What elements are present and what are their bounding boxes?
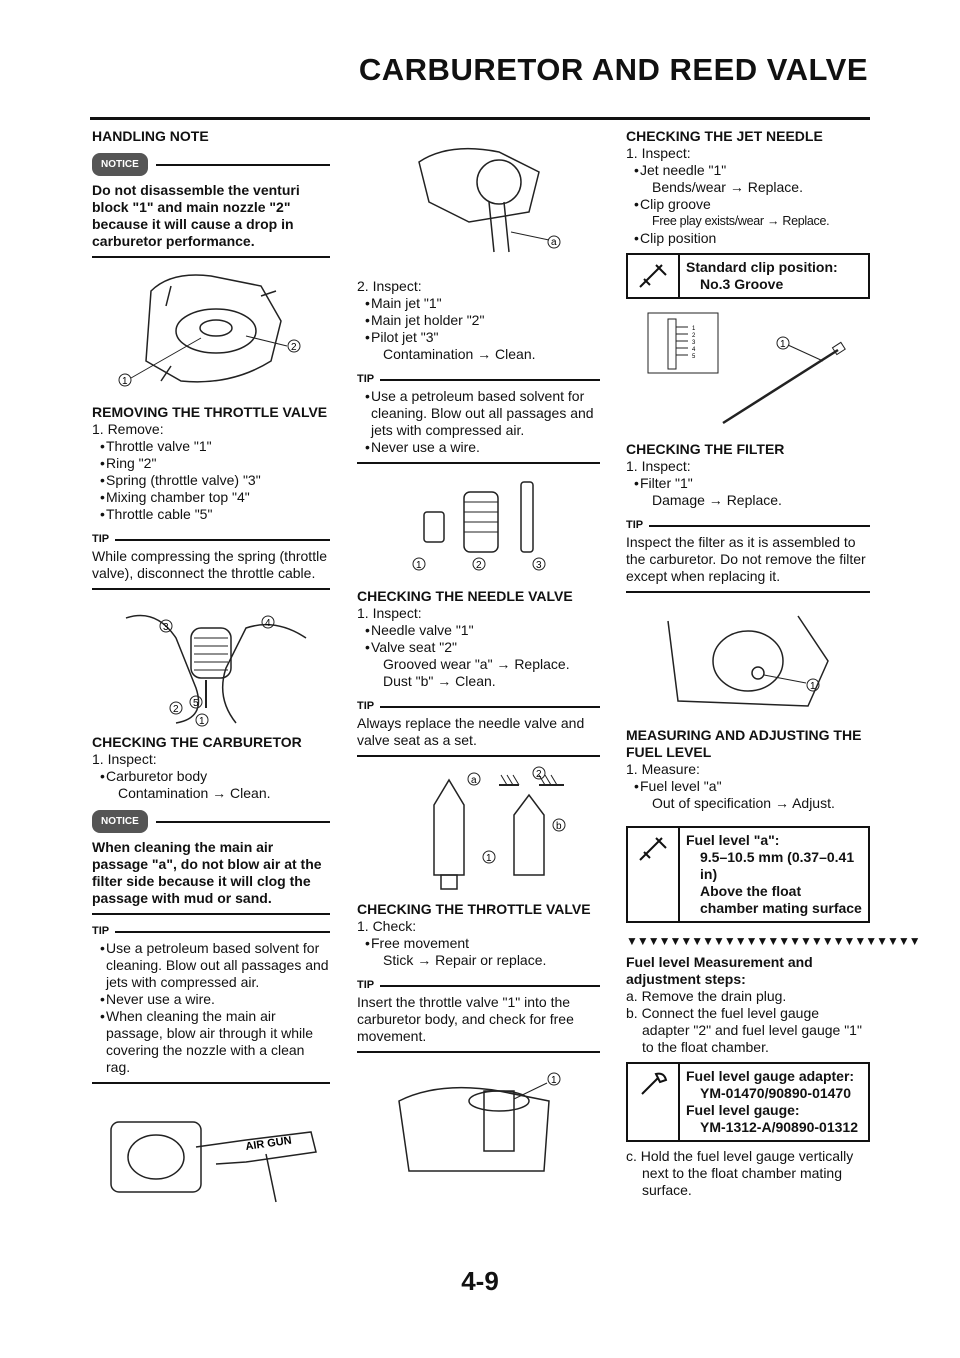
tip-end-rule	[357, 1051, 600, 1053]
tip-line	[649, 525, 870, 527]
tip-text-1: While compressing the spring (throttle valve), disconnect the throttle cable.	[92, 548, 327, 581]
throttle-valve-heading: CHECKING THE THROTTLE VALVE	[357, 901, 591, 917]
air-gun-text: AIR GUN	[244, 1134, 293, 1153]
column-left	[92, 128, 330, 1218]
removing-item: • Throttle valve "1"	[92, 438, 330, 455]
fig1-label-1: 1	[122, 376, 128, 387]
notice-line	[156, 164, 330, 166]
needle-result-2: Dust "b" → Clean.	[383, 673, 496, 689]
tip-label: TIP	[92, 533, 110, 545]
filter-heading: CHECKING THE FILTER	[626, 441, 785, 457]
fuel-step-a: a. Remove the drain plug.	[626, 988, 787, 1004]
fuel-step: 1. Measure:	[626, 761, 700, 777]
tip-label: TIP	[92, 925, 110, 937]
needle-valve-heading: CHECKING THE NEEDLE VALVE	[357, 588, 573, 604]
needle-fig-label-a: a	[470, 775, 477, 786]
filter-step: 1. Inspect:	[626, 458, 691, 474]
tip-line	[115, 539, 330, 541]
throttle-item: • Free movement	[357, 935, 600, 952]
throttle-result: Stick → Repair or replace.	[383, 952, 547, 968]
needle-tip: Always replace the needle valve and valve seat as a set.	[357, 715, 585, 748]
tip-item: • When cleaning the main air passage, blow air through it while covering the nozzle with a clean rag.	[92, 1008, 330, 1076]
notice-header-1	[92, 153, 330, 176]
spec1-line2: No.3 Groove	[700, 276, 784, 292]
spec3-line2: YM-01470/90890-01470	[700, 1085, 852, 1101]
needle-fig-label-2: 2	[535, 769, 542, 780]
notice-end-rule	[92, 256, 330, 258]
removing-step: 1. Remove:	[92, 421, 164, 437]
checking-carb-result: Contamination → Clean.	[118, 785, 271, 801]
column-right	[626, 128, 920, 1199]
tip-end-rule	[357, 755, 600, 757]
fig1-label-2: 2	[291, 342, 297, 353]
groove-label: 2	[692, 333, 696, 339]
page-number: 4-9	[461, 1266, 499, 1296]
fuel-step-c: c. Hold the fuel level gauge vertically next to the float chamber mating surface.	[626, 1148, 854, 1198]
fuel-steps-heading: Fuel level Measurement and adjustment steps:	[626, 954, 813, 987]
venturi-figure	[111, 266, 311, 396]
notice-line	[156, 821, 330, 823]
fuel-level-heading: MEASURING AND ADJUSTING THE FUEL LEVEL	[626, 727, 862, 760]
tip-label: TIP	[357, 979, 375, 991]
fig2-label-3: 3	[163, 622, 169, 633]
needle-fig-label-b: b	[555, 821, 562, 832]
title-rule	[90, 117, 870, 120]
tip-item: • Never use a wire.	[92, 991, 330, 1008]
jet-needle-heading: CHECKING THE JET NEEDLE	[626, 128, 823, 144]
checking-carb-step: 1. Inspect:	[92, 751, 157, 767]
notice-header-2	[92, 810, 330, 833]
tip-item: • Use a petroleum based solvent for cleaning. Blow out all passages and jets with compressed air.	[92, 940, 330, 991]
column-middle	[357, 128, 600, 1187]
tip-end-rule	[357, 462, 600, 464]
throttle-valve-figure	[379, 1061, 579, 1181]
fig2-label-2: 2	[173, 704, 179, 715]
jet-needle-step: 1. Inspect:	[626, 145, 691, 161]
jet-item: • Main jet "1"	[357, 295, 600, 312]
needle-result-1: Grooved wear "a" → Replace.	[383, 656, 570, 672]
removing-item: • Ring "2"	[92, 455, 330, 472]
tip-end-rule	[92, 1082, 330, 1084]
tip-label: TIP	[357, 373, 375, 385]
jet-needle-result: Bends/wear → Replace.	[652, 179, 803, 195]
notice-text-2: When cleaning the main air passage "a", do not blow air at the filter side because it will clog the passage with mud or sand.	[92, 839, 322, 906]
jet-needle-item: • Jet needle "1"	[626, 162, 870, 179]
tip-label: TIP	[357, 700, 375, 712]
checking-carburetor-heading: CHECKING THE CARBURETOR	[92, 734, 302, 750]
tip-item: • Never use a wire.	[357, 439, 600, 456]
spec-box-gauge	[626, 1062, 870, 1142]
clip-groove-item: • Clip groove	[626, 196, 870, 213]
caliper-icon	[628, 255, 680, 297]
notice-text-1: Do not disassemble the venturi block "1" and main nozzle "2" because it will cause a drop in carburetor performance.	[92, 182, 300, 249]
needle-step: 1. Inspect:	[357, 605, 422, 621]
jets-label-1: 1	[415, 560, 422, 571]
tip-line	[380, 379, 600, 381]
tip-header-1	[92, 531, 330, 548]
notice-badge: NOTICE	[92, 810, 148, 833]
tip-header-4	[357, 698, 600, 715]
jet-item: • Main jet holder "2"	[357, 312, 600, 329]
notice-end-rule	[92, 913, 330, 915]
spec-box-fuel-level	[626, 826, 870, 923]
procedure-start-marker: ▼▼▼▼▼▼▼▼▼▼▼▼▼▼▼▼▼▼▼▼▼▼▼▼▼▼▼	[626, 934, 920, 948]
tip-header-5	[357, 977, 600, 994]
inspect-jets-step: 2. Inspect:	[357, 278, 422, 294]
filter-item: • Filter "1"	[626, 475, 870, 492]
checking-carb-item: • Carburetor body	[92, 768, 330, 785]
spec2-line1: Fuel level "a":	[686, 832, 780, 848]
fig2-label-5: 5	[193, 698, 199, 709]
needle-item: • Needle valve "1"	[357, 622, 600, 639]
jet-needle-figure	[638, 305, 858, 435]
needle-item: • Valve seat "2"	[357, 639, 600, 656]
needle-valve-figure	[389, 765, 569, 895]
clip-groove-result: Free play exists/wear → Replace.	[652, 214, 830, 228]
tip-header-2	[92, 923, 330, 940]
throttle-tip: Insert the throttle valve "1" into the carburetor body, and check for free movement.	[357, 994, 574, 1044]
spec2-line3: Above the float chamber mating surface	[700, 883, 862, 916]
jets-figure	[389, 472, 569, 582]
jet-needle-label-1: 1	[780, 339, 786, 350]
removing-throttle-heading: REMOVING THE THROTTLE VALVE	[92, 404, 328, 420]
spec3-line4: YM-1312-A/90890-01312	[700, 1119, 858, 1135]
jet-result: Contamination → Clean.	[383, 346, 536, 362]
needle-fig-label-1: 1	[485, 853, 492, 864]
caliper-icon	[628, 828, 680, 921]
tip-item: • Use a petroleum based solvent for cleaning. Blow out all passages and jets with compressed air.	[357, 388, 600, 439]
groove-label: 3	[692, 340, 696, 346]
wrench-icon	[628, 1064, 680, 1140]
removing-item: • Spring (throttle valve) "3"	[92, 472, 330, 489]
tip-header-3	[357, 371, 600, 388]
spec-box-clip	[626, 253, 870, 299]
jets-label-2: 2	[475, 560, 482, 571]
filter-result: Damage → Replace.	[652, 492, 782, 508]
handling-note-heading: HANDLING NOTE	[92, 128, 209, 144]
groove-label: 5	[692, 354, 696, 360]
throttle-fig-label-1: 1	[550, 1075, 557, 1086]
tip-line	[380, 706, 600, 708]
spec1-line1: Standard clip position:	[686, 259, 838, 275]
tip-line	[380, 985, 600, 987]
filter-figure	[648, 601, 848, 721]
tip-line	[115, 931, 330, 933]
fig2-label-4: 4	[265, 618, 271, 629]
clip-position-item: • Clip position	[626, 230, 870, 247]
removing-item: • Throttle cable "5"	[92, 506, 330, 523]
jet-item: • Pilot jet "3"	[357, 329, 600, 346]
fig-top-label-a: a	[550, 237, 557, 248]
removing-item: • Mixing chamber top "4"	[92, 489, 330, 506]
spec3-line3: Fuel level gauge:	[686, 1102, 800, 1118]
filter-tip: Inspect the filter as it is assembled to the carburetor. Do not remove the filter except when replacing it.	[626, 534, 866, 584]
fig2-label-1: 1	[199, 716, 205, 727]
tip-header-6	[626, 517, 870, 534]
notice-badge: NOTICE	[92, 153, 148, 176]
air-gun-figure	[96, 1092, 326, 1212]
fuel-item: • Fuel level "a"	[626, 778, 870, 795]
groove-label: 4	[692, 347, 696, 353]
spec2-line2: 9.5–10.5 mm (0.37–0.41 in)	[700, 849, 855, 882]
page-title: CARBURETOR AND REED VALVE	[358, 52, 868, 87]
tip-end-rule	[92, 588, 330, 590]
tip-label: TIP	[626, 519, 644, 531]
fuel-step-b: b. Connect the fuel level gauge adapter "2" and fuel level gauge "1" to the float chamber.	[626, 1005, 862, 1055]
spring-figure	[106, 598, 316, 728]
jets-label-3: 3	[535, 560, 542, 571]
fuel-result: Out of specification → Adjust.	[652, 795, 835, 811]
jet-removal-figure	[389, 132, 569, 272]
spec3-line1: Fuel level gauge adapter:	[686, 1068, 855, 1084]
filter-fig-label-1: 1	[810, 681, 816, 692]
groove-label: 1	[692, 326, 696, 332]
throttle-step: 1. Check:	[357, 918, 417, 934]
tip-end-rule	[626, 591, 870, 593]
